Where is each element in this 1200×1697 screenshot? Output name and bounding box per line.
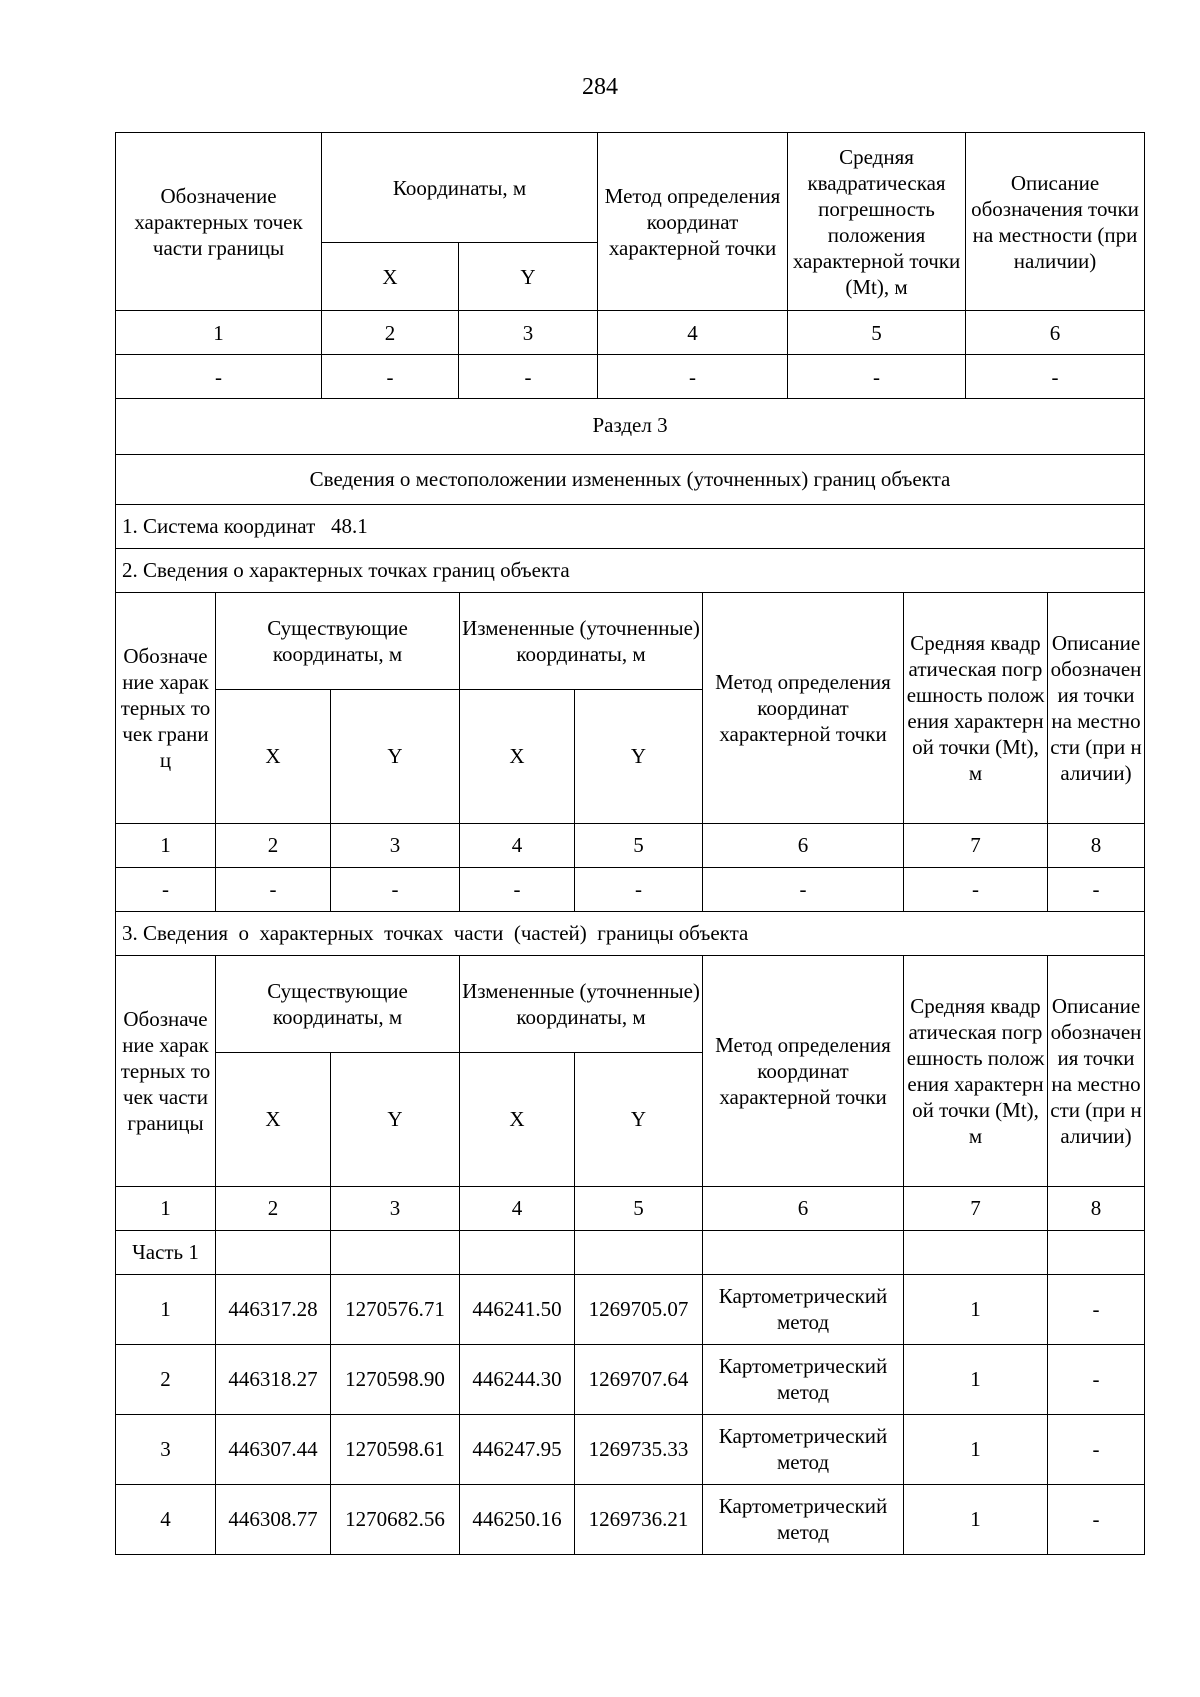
header-description: Описание обозначения точки на местности (при наличии) [966,133,1145,311]
col-number: 4 [460,1186,575,1230]
empty-cell: - [904,867,1048,911]
col-number: 4 [598,311,788,355]
col-number: 1 [116,1186,216,1230]
empty-cell: - [116,355,322,399]
col-number: 7 [904,1186,1048,1230]
t2-header-x: X [460,689,575,823]
point-number: 3 [116,1414,216,1484]
empty-cell: - [331,867,460,911]
error: 1 [904,1414,1048,1484]
header-error: Средняя квадратическая погрешность положения характерной точки (Mt), м [788,133,966,311]
changed-y: 1269736.21 [575,1484,703,1554]
points-heading: 2. Сведения о характерных точках границ объекта [116,548,1145,592]
changed-x: 446247.95 [460,1414,575,1484]
method: Картометрический метод [703,1344,904,1414]
col-number: 6 [703,1186,904,1230]
description: - [1048,1484,1145,1554]
existing-x: 446308.77 [216,1484,331,1554]
t3-header-x: X [460,1052,575,1186]
t3-header-changed: Измененные (уточненные) координаты, м [460,955,703,1052]
description: - [1048,1414,1145,1484]
t3-header-designation: Обозначение характерных точек части границы [116,955,216,1186]
section-title: Раздел 3 [116,397,1145,454]
existing-x: 446317.28 [216,1274,331,1344]
t3-header-error: Средняя квадратическая погрешность положения характерной точки (Mt), м [904,955,1048,1186]
method: Картометрический метод [703,1484,904,1554]
t3-column-numbers-row [116,1186,1145,1230]
col-number: 7 [904,823,1048,867]
error: 1 [904,1344,1048,1414]
section-subtitle: Сведения о местоположении измененных (уточненных) границ объекта [116,454,1145,504]
table-row [116,1414,1145,1484]
col-number: 5 [788,311,966,355]
t2-header-existing: Существующие координаты, м [216,592,460,689]
col-number: 5 [575,1186,703,1230]
section-3-table [115,397,1145,1555]
table-row [116,1344,1145,1414]
part-boundary-points-table [115,132,1145,399]
t2-header-description: Описание обозначения точки на местности (при наличии) [1048,592,1145,823]
empty-cell: - [116,867,216,911]
error: 1 [904,1484,1048,1554]
col-number: 2 [216,1186,331,1230]
col-number: 4 [460,823,575,867]
empty-cell: - [216,867,331,911]
t2-header-designation: Обозначение характерных точек границ [116,592,216,823]
col-number: 3 [459,311,598,355]
header-coordinates: Координаты, м [322,133,598,243]
existing-x: 446318.27 [216,1344,331,1414]
col-number: 6 [966,311,1145,355]
point-number: 2 [116,1344,216,1414]
t3-header-x: X [216,1052,331,1186]
error: 1 [904,1274,1048,1344]
header-method: Метод определения координат характерной точки [598,133,788,311]
existing-y: 1270598.61 [331,1414,460,1484]
changed-x: 446250.16 [460,1484,575,1554]
t2-header-x: X [216,689,331,823]
method: Картометрический метод [703,1414,904,1484]
col-number: 2 [322,311,459,355]
t3-header-y: Y [575,1052,703,1186]
t2-header-y: Y [575,689,703,823]
col-number: 8 [1048,823,1145,867]
column-numbers-row [116,311,1145,355]
header-x: X [322,243,459,311]
description: - [1048,1344,1145,1414]
changed-y: 1269735.33 [575,1414,703,1484]
point-number: 1 [116,1274,216,1344]
changed-x: 446241.50 [460,1274,575,1344]
t2-header-changed: Измененные (уточненные) координаты, м [460,592,703,689]
empty-cell: - [703,867,904,911]
t3-part-row [116,1230,1145,1274]
t3-header-description: Описание обозначения точки на местности (при наличии) [1048,955,1145,1186]
changed-y: 1269705.07 [575,1274,703,1344]
col-number: 8 [1048,1186,1145,1230]
empty-cell: - [459,355,598,399]
method: Картометрический метод [703,1274,904,1344]
col-number: 3 [331,1186,460,1230]
table-row [116,1274,1145,1344]
t2-column-numbers-row [116,823,1145,867]
col-number: 1 [116,823,216,867]
empty-row [116,355,1145,399]
empty-cell: - [460,867,575,911]
page-number: 284 [582,74,618,100]
existing-y: 1270682.56 [331,1484,460,1554]
col-number: 1 [116,311,322,355]
col-number: 2 [216,823,331,867]
point-number: 4 [116,1484,216,1554]
coordinate-system: 1. Система координат 48.1 [116,504,1145,548]
t2-empty-row [116,867,1145,911]
t3-header-existing: Существующие координаты, м [216,955,460,1052]
header-designation: Обозначение характерных точек части границы [116,133,322,311]
changed-x: 446244.30 [460,1344,575,1414]
empty-cell: - [598,355,788,399]
existing-x: 446307.44 [216,1414,331,1484]
empty-cell: - [788,355,966,399]
changed-y: 1269707.64 [575,1344,703,1414]
header-y: Y [459,243,598,311]
table-row [116,1484,1145,1554]
part-label: Часть 1 [116,1230,216,1274]
col-number: 6 [703,823,904,867]
empty-cell: - [322,355,459,399]
empty-cell: - [966,355,1145,399]
col-number: 5 [575,823,703,867]
existing-y: 1270598.90 [331,1344,460,1414]
empty-cell: - [575,867,703,911]
existing-y: 1270576.71 [331,1274,460,1344]
t2-header-method: Метод определения координат характерной точки [703,592,904,823]
t2-header-y: Y [331,689,460,823]
col-number: 3 [331,823,460,867]
description: - [1048,1274,1145,1344]
t2-header-error: Средняя квадратическая погрешность положения характерной точки (Mt), м [904,592,1048,823]
parts-heading: 3. Сведения о характерных точках части (частей) границы объекта [116,911,1145,955]
t3-header-method: Метод определения координат характерной точки [703,955,904,1186]
empty-cell: - [1048,867,1145,911]
t3-header-y: Y [331,1052,460,1186]
